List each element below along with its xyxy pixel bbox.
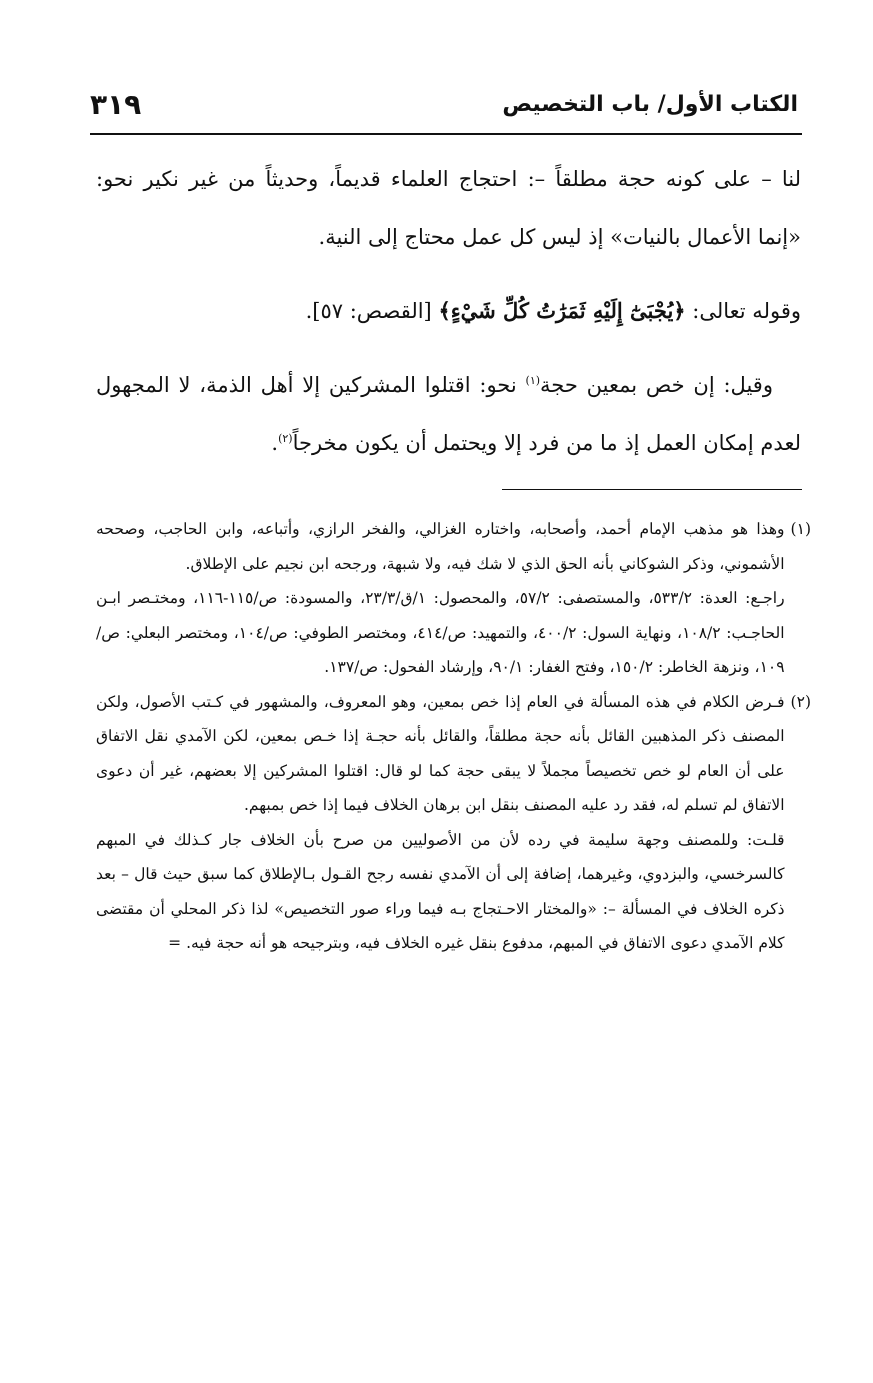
footnote-2 [96, 685, 811, 961]
paragraph-3-part-a: وقيل: إن خص بمعين حجة [540, 373, 773, 397]
footnote-body [96, 512, 785, 685]
paragraph-2 [96, 282, 801, 340]
paragraph-3-part-b: نحو: اقتلوا المشركين إلا أهل الذمة، لا المجهول لعدم إمكان العمل إذ ما من فرد إلا ويحتمل أن يكون مخرجاً [96, 373, 801, 455]
footnote-separator [502, 489, 802, 490]
quran-verse: ﴿يُجْبَىٰٓ إِلَيْهِ ثَمَرَٰتُ كُلِّ شَيْءٍ﴾ [438, 298, 686, 323]
main-text [96, 150, 801, 488]
footnotes [96, 512, 811, 961]
footnote-number: (٢) [790, 692, 811, 711]
footnote-body [96, 685, 785, 961]
paragraph-1: لنا – على كونه حجة مطلقاً –: احتجاج العلماء قديماً، وحديثاً من غير نكير نحو: «إنما الأعمال بالنيات» إذ ليس كل عمل محتاج إلى النية. [96, 167, 801, 249]
paragraph-2-intro: وقوله تعالى: [692, 299, 801, 323]
footnote-paragraph: فـرض الكلام في هذه المسألة في العام إذا خص بمعين، وهو المعروف، والمشهور في كـتب الأصول، ولكن المصنف ذكر المذهبين القائل بأنه حجة مطلقاً، والقائل بأنه حجـة إذا خـص بمعين، لكن الآمدي نقل الاتفاق على أن العام لو خص تخصيصاً مجملاً لا يبقى حجة كما لو قال: اقتلوا المشركين إلا بعضهم، غير أن دعوى الاتفاق لم تسلم له، فقد رد عليه المصنف بنقل ابن برهان الخلاف فيما إذا خص بمبهم. [96, 692, 785, 814]
header-rule [90, 133, 802, 135]
footnote-paragraph: وهذا هو مذهب الإمام أحمد، وأصحابه، واختاره الغزالي، والفخر الرازي، وأتباعه، وابن الحاجب، وصححه الأشموني، وذكر الشوكاني بأنه الحق الذي لا شك فيه، ولا شبهة، ورجحه ابن نجيم على الإطلاق. [96, 520, 785, 573]
paragraph-3-end: . [271, 431, 279, 455]
footnote-1 [96, 512, 811, 685]
footnote-paragraph: قلـت: وللمصنف وجهة سليمة في رده لأن من الأصوليين من صرح بأن الخلاف جار كـذلك في المبهم كالسرخسي، والبزدوي، وغيرهما، إضافة إلى أن الآمدي نفسه رجح القـول بـالإطلاق كما سبق حيث قال – بعد ذكره الخلاف في المسألة –: «والمختار الاحـتجاج بـه فيما وراء صور التخصيص» لذا ذكر المحلي أن مقتضى كلام الآمدي دعوى الاتفاق في المبهم، مدفوع بنقل غيره الخلاف فيه، وبترجيحه هو أنه حجة فيه. = [96, 830, 785, 952]
paragraph-3 [96, 356, 801, 472]
quran-citation: [القصص: ٥٧]. [305, 299, 432, 323]
footnote-number: (١) [790, 520, 811, 538]
footnote-ref-1: (١) [525, 374, 541, 387]
footnote-ref-2: (٢) [278, 432, 293, 445]
running-header [90, 88, 798, 128]
footnote-paragraph: راجـع: العدة: ٥٣٣/٢، والمستصفى: ٥٧/٢، والمحصول: ١/ق/٢٣/٣، والمسودة: ص/١١٥-١١٦، ومختـصر ابـن الحاجـب: ١٠٨/٢، ونهاية السول: ٤٠٠/٢، والتمهيد: ص/٤١٤، ومختصر الطوفي: ص/١٠٤، ومختصر البعلي: ص/١٠٩، ونزهة الخاطر: ١٥٠/٢، وفتح الغفار: ٩٠/١، وإرشاد الفحول: ص/١٣٧. [96, 589, 785, 676]
header-title: الكتاب الأول/ باب التخصيص [502, 92, 798, 117]
page-number: ٣١٩ [90, 88, 142, 121]
